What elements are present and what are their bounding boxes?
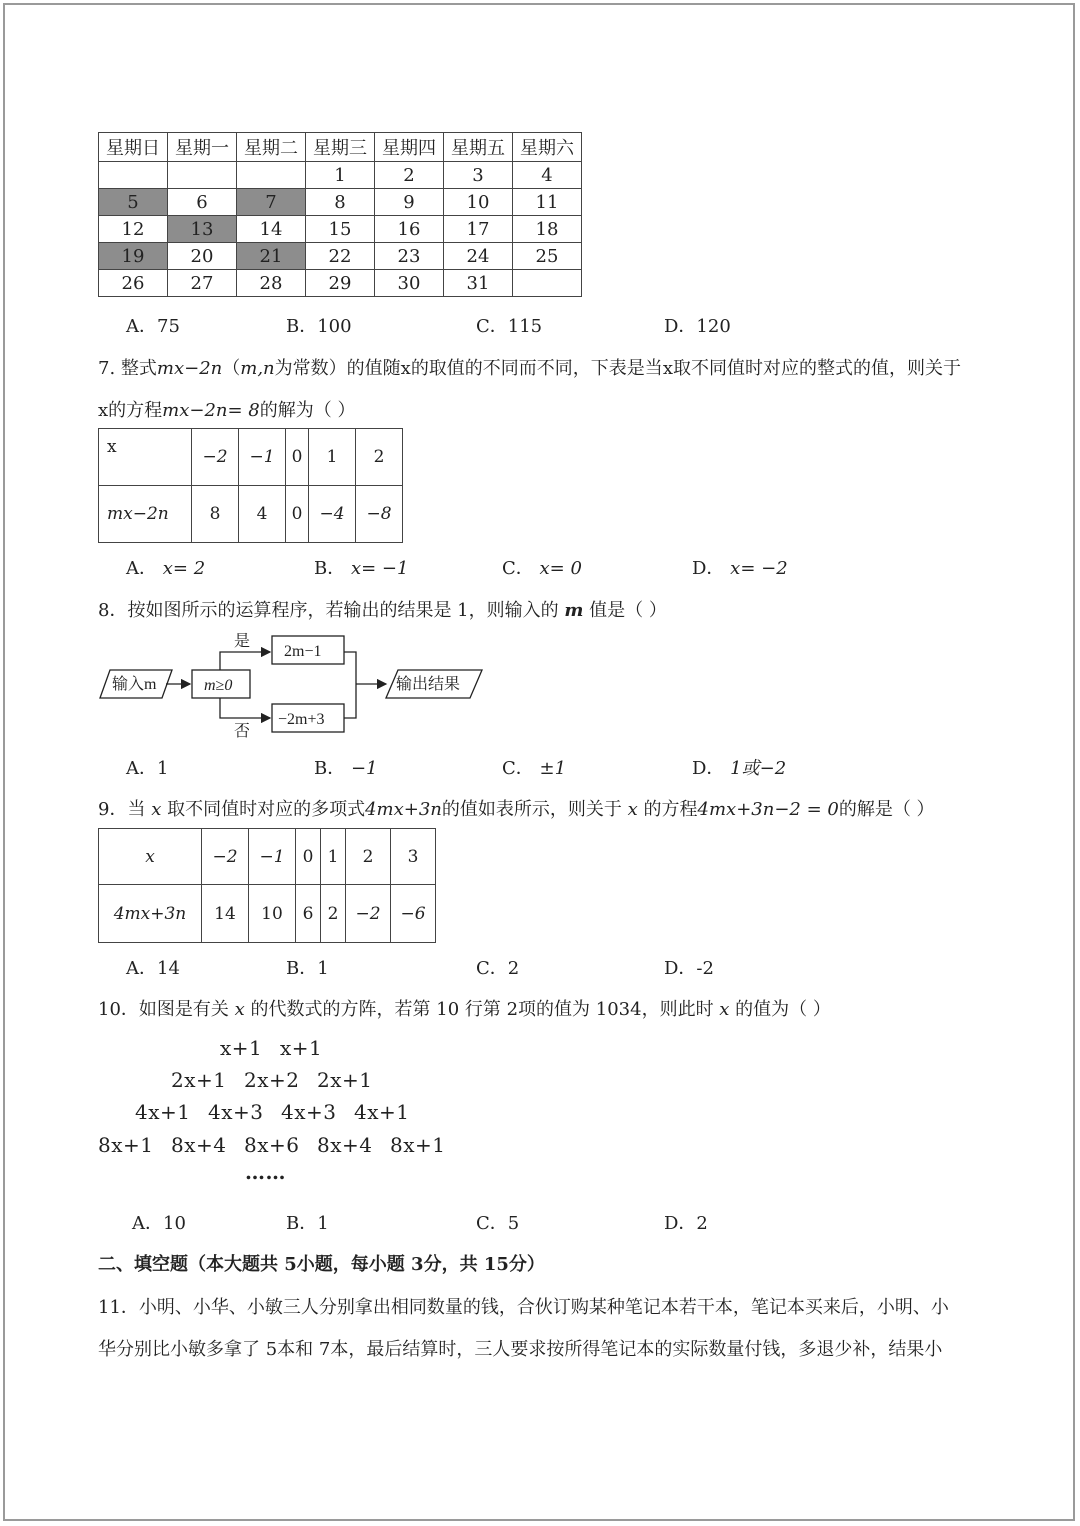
calendar-day-cell: 29 [306,270,375,297]
calendar-day-cell: 14 [237,216,306,243]
option-value: x= 0 [539,558,582,579]
calendar-day-cell: 31 [444,270,513,297]
q9-text-part: 的值如表所示，则关于 [441,799,628,820]
q7-text: 的方程 [108,400,163,421]
q6-option-d: D．120 [664,316,731,337]
calendar-header: 星期日 [99,133,168,162]
q9-row-x [99,829,436,885]
q8-text-part: 8．按如图所示的运算程序，若输出的结果是 1，则输入的 [98,600,565,621]
q7-equation: mx−2n= 8 [162,400,260,421]
q7-row-x [99,429,403,486]
pyramid-term: 2x+1 [171,1068,227,1092]
q7-text: 为常数）的值随 [274,358,401,379]
flow-output-label: 输出结果 [396,676,461,693]
option-value: x= −1 [350,558,409,579]
table-cell: mx−2n [99,486,192,543]
flow-input-label: 输入m [112,676,157,693]
pyramid-term: 8x+1 [98,1133,154,1157]
q9-option-d: D．-2 [664,958,714,979]
pyramid-term: 8x+1 [390,1133,446,1157]
table-cell: 14 [202,885,249,943]
q6-option-b: B．100 [286,316,352,337]
q9-var: x [627,799,638,820]
q10-text [98,995,831,1021]
flow-arrow-yes [220,652,270,670]
q7-option-a [126,554,205,580]
q7-text: （ [222,358,241,379]
calendar-header: 星期一 [168,133,237,162]
pyramid-term: 8x+6 [244,1133,300,1157]
calendar-day-cell: 20 [168,243,237,270]
q7-text: 7. 整式 [98,358,157,379]
q9-row-value [99,885,436,943]
option-label: A．1 [126,758,169,779]
option-label: D． [692,758,725,779]
q10-text-part: 的值为（ ） [729,999,831,1020]
table-cell: x [99,829,202,885]
q8-option-c [502,754,566,780]
q9-option-a: A．14 [126,958,180,979]
calendar-day-cell: 3 [444,162,513,189]
calendar-header: 星期五 [444,133,513,162]
table-cell: 4mx+3n [99,885,202,943]
calendar-day-cell: 8 [306,189,375,216]
calendar-week-row [99,162,582,189]
q7-option-c [502,554,582,580]
q7-line2 [98,396,356,422]
q7-var: x [400,358,411,379]
pyramid-term: 8x+4 [171,1133,227,1157]
calendar-day-cell: 21 [237,243,306,270]
calendar-week-row [99,243,582,270]
q9-equation: 4mx+3n−2 = 0 [697,799,839,820]
pyramid-term: x+1 [220,1036,263,1060]
q9-text-part: 9．当 [98,799,152,820]
calendar-day-cell: 7 [237,189,306,216]
calendar-day-cell: 11 [513,189,582,216]
q8-flowchart [96,628,496,744]
q10-text-part: 的代数式的方阵，若第 10 行第 2项的值为 1034，则此时 [244,999,720,1020]
table-cell: 10 [249,885,296,943]
calendar-day-cell: 25 [513,243,582,270]
option-value: ±1 [539,758,567,779]
calendar-day-cell: 28 [237,270,306,297]
option-label: B． [314,558,346,579]
q8-option-d [692,754,786,780]
q7-text: 取不同值时对应的整式的值，则关于 [672,358,961,379]
calendar-day-cell [99,162,168,189]
calendar-day-cell: 16 [375,216,444,243]
calendar-day-cell: 10 [444,189,513,216]
calendar-day-cell: 19 [99,243,168,270]
table-cell: −8 [356,486,403,543]
q8-option-b [314,754,378,780]
table-cell: 0 [286,486,309,543]
table-cell: x [99,429,192,486]
flow-no-expr: −2m+3 [278,711,325,728]
table-cell: −2 [192,429,239,486]
calendar-day-cell: 13 [168,216,237,243]
calendar-day-cell: 2 [375,162,444,189]
option-value: −1 [350,758,378,779]
table-cell: −4 [309,486,356,543]
q8-option-a [126,754,168,780]
table-cell: −1 [249,829,296,885]
section-title: 二、填空题（本大题共 5小题，每小题 3分，共 15分） [98,1254,545,1275]
q11-line1: 11．小明、小华、小敏三人分别拿出相同数量的钱，合伙订购某种笔记本若干本，笔记本买来后，小明、小 [98,1297,949,1318]
calendar-day-cell: 23 [375,243,444,270]
flow-no-label: 否 [234,723,251,740]
table-cell: 8 [192,486,239,543]
q10-var: x [234,999,245,1020]
q9-text-part: 的解是（ ） [838,799,935,820]
pyramid-term: 2x+2 [244,1068,300,1092]
option-value: 1或−2 [730,758,787,779]
calendar-day-cell: 22 [306,243,375,270]
q7-row-value [99,486,403,543]
table-cell: −2 [202,829,249,885]
flow-yes-label: 是 [234,633,251,650]
calendar-day-cell: 17 [444,216,513,243]
q8-text [98,596,667,622]
table-cell: 2 [346,829,391,885]
calendar-header-row [99,133,582,162]
calendar-header: 星期二 [237,133,306,162]
q10-option-a: A．10 [132,1213,186,1234]
calendar-day-cell: 9 [375,189,444,216]
table-cell: 2 [321,885,346,943]
q10-option-d: D．2 [664,1213,708,1234]
flow-yes-expr: 2m−1 [284,643,322,660]
calendar-header: 星期四 [375,133,444,162]
calendar-day-cell: 26 [99,270,168,297]
pyramid-term: 4x+3 [208,1100,264,1124]
calendar-header: 星期三 [306,133,375,162]
calendar-day-cell [513,270,582,297]
pyramid-term: 4x+1 [354,1100,410,1124]
calendar-week-row [99,189,582,216]
table-cell: 0 [286,429,309,486]
calendar-day-cell: 6 [168,189,237,216]
calendar-header: 星期六 [513,133,582,162]
pyramid-term: 4x+3 [281,1100,337,1124]
table-cell: −6 [391,885,436,943]
option-label: B． [314,758,346,779]
calendar-day-cell: 4 [513,162,582,189]
q7-var: x [98,400,109,421]
q9-expr: 4mx+3n [365,799,442,820]
q7-option-d [692,554,788,580]
calendar-day-cell: 18 [513,216,582,243]
option-value: x= 2 [162,558,206,579]
q7-option-b [314,554,408,580]
table-cell: 1 [321,829,346,885]
pyramid-term: 2x+1 [317,1068,373,1092]
table-cell: 1 [309,429,356,486]
option-label: D． [692,558,725,579]
q8-var: m [564,600,584,621]
pyramid-term: x+1 [280,1036,323,1060]
table-cell: 0 [296,829,321,885]
option-label: C． [502,558,534,579]
option-value: x= −2 [730,558,788,579]
flow-condition-label: m≥0 [204,677,233,694]
q7-text: 的解为（ ） [259,400,356,421]
q10-text-part: 10．如图是有关 [98,999,235,1020]
pyramid-ellipsis: …… [245,1160,286,1184]
flow-arrow-no [220,698,270,718]
q9-text [98,795,935,821]
q10-option-c: C．5 [476,1213,520,1234]
q10-option-b: B．1 [286,1213,329,1234]
calendar-day-cell: 5 [99,189,168,216]
pyramid-term: 4x+1 [135,1100,191,1124]
table-cell: −2 [346,885,391,943]
calendar-week-row [99,216,582,243]
calendar-day-cell: 30 [375,270,444,297]
table-cell: 3 [391,829,436,885]
q9-var: x [151,799,162,820]
q7-expr: mx−2n [156,358,223,379]
q7-var: x [662,358,673,379]
option-label: A． [126,558,157,579]
table-cell: −1 [239,429,286,486]
calendar-table [98,132,582,297]
q7-text: 的取值的不同而不同，下表是当 [410,358,663,379]
q9-value-table [98,828,436,943]
calendar-day-cell [168,162,237,189]
q7-params: m,n [240,358,275,379]
q7-line1 [98,354,961,380]
q6-option-c: C．115 [476,316,543,337]
flow-merge [344,652,356,718]
option-label: C． [502,758,534,779]
table-cell: 4 [239,486,286,543]
calendar-day-cell: 27 [168,270,237,297]
table-cell: 2 [356,429,403,486]
q9-option-c: C．2 [476,958,520,979]
q8-text-part: 值是（ ） [583,600,667,621]
calendar-day-cell: 1 [306,162,375,189]
q9-text-part: 取不同值时对应的多项式 [161,799,366,820]
table-cell: 6 [296,885,321,943]
calendar-day-cell: 15 [306,216,375,243]
calendar-week-row [99,270,582,297]
q9-text-part: 的方程 [637,799,698,820]
pyramid-term: 8x+4 [317,1133,373,1157]
calendar-day-cell: 24 [444,243,513,270]
q6-option-a: A．75 [126,316,180,337]
q10-var: x [719,999,730,1020]
calendar-day-cell: 12 [99,216,168,243]
q9-option-b: B．1 [286,958,329,979]
calendar-day-cell [237,162,306,189]
q7-value-table [98,428,403,543]
q11-line2: 华分别比小敏多拿了 5本和 7本，最后结算时，三人要求按所得笔记本的实际数量付钱，多退少补，结果小 [98,1339,943,1360]
